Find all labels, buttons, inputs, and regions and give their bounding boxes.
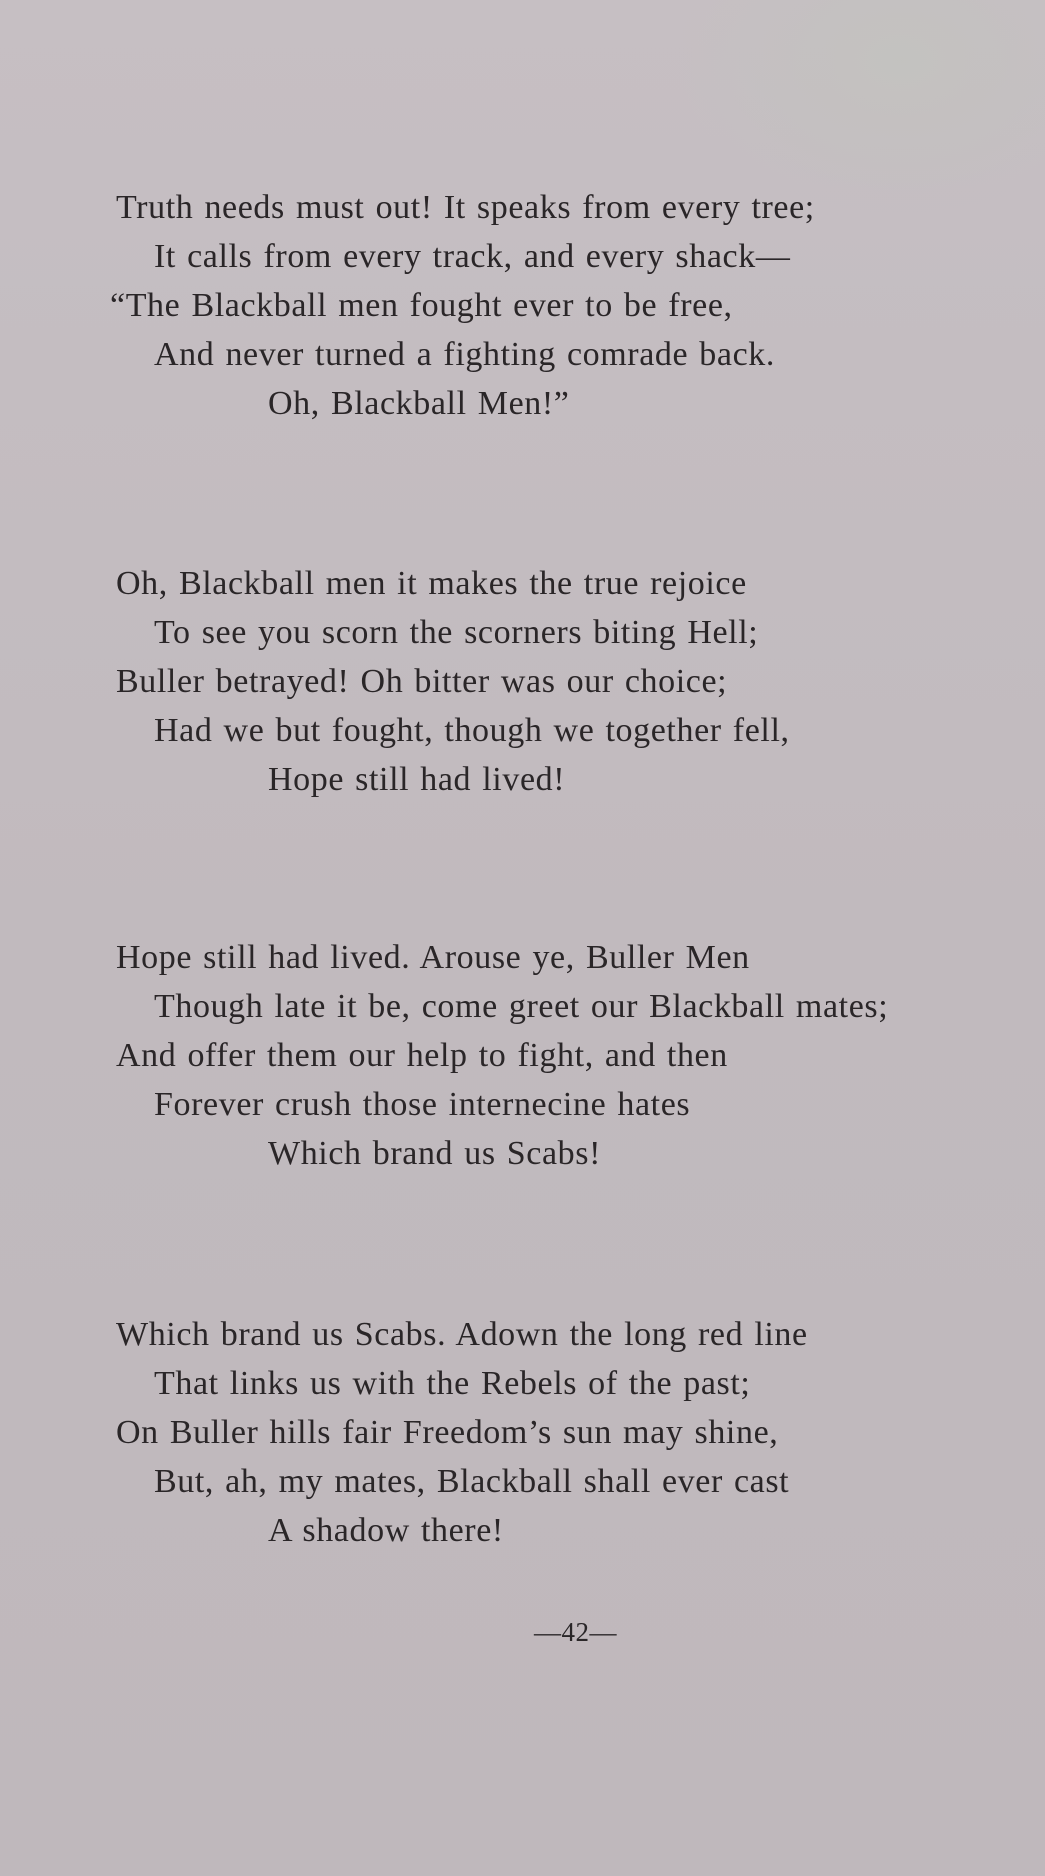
poem-line: Buller betrayed! Oh bitter was our choice;: [116, 663, 728, 700]
poem-line: Truth needs must out! It speaks from every tree;: [116, 189, 815, 226]
poem-stanza: [116, 933, 1036, 1178]
poem-line: On Buller hills fair Freedom’s sun may shine,: [116, 1414, 779, 1451]
poem-stanza: [116, 559, 1036, 804]
poem-line: “The Blackball men fought ever to be free,: [110, 287, 733, 324]
poem-line: Which brand us Scabs. Adown the long red line: [116, 1316, 808, 1353]
page-number: —42—: [534, 1617, 617, 1647]
poem-stanza: [116, 1310, 1036, 1555]
poem-line: Though late it be, come greet our Blackball mates;: [154, 988, 889, 1025]
poem-refrain-line: Hope still had lived!: [268, 761, 566, 798]
poem-line: That links us with the Rebels of the past;: [154, 1365, 751, 1402]
poem-line: But, ah, my mates, Blackball shall ever cast: [154, 1463, 790, 1500]
poem-line: And never turned a fighting comrade back.: [154, 336, 775, 373]
poem-line: And offer them our help to fight, and then: [116, 1037, 728, 1074]
poem-refrain-line: Oh, Blackball Men!”: [268, 385, 570, 422]
poem-line: Hope still had lived. Arouse ye, Buller Men: [116, 939, 750, 976]
poem-line: To see you scorn the scorners biting Hell;: [154, 614, 759, 651]
poem-line: Oh, Blackball men it makes the true rejoice: [116, 565, 747, 602]
poem-refrain-line: Which brand us Scabs!: [268, 1135, 602, 1172]
poem-line: Forever crush those internecine hates: [154, 1086, 691, 1123]
poem-refrain-line: A shadow there!: [268, 1512, 504, 1549]
poem-line: It calls from every track, and every shack—: [154, 238, 791, 275]
poem-stanza: [110, 183, 1036, 428]
poem-line: Had we but fought, though we together fell,: [154, 712, 790, 749]
